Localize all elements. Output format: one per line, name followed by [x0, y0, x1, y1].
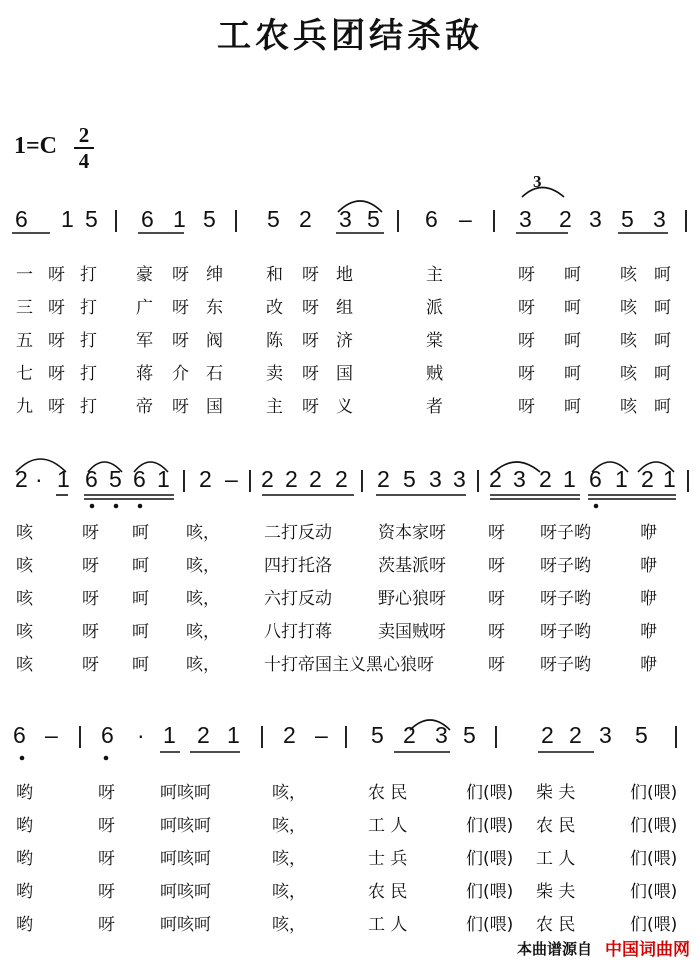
- note: 2: [539, 466, 552, 492]
- lyric-syllable: 呀: [518, 265, 535, 285]
- lyric-syllable: 咳: [620, 265, 637, 285]
- note: 2: [641, 466, 654, 492]
- lyric-syllable: 们(喂): [466, 882, 514, 902]
- lyric-syllable: 们(喂): [630, 882, 678, 902]
- tie-slur: [16, 459, 66, 472]
- lyric-syllable: 野心狼呀: [378, 589, 446, 609]
- tie-slur: [410, 720, 450, 730]
- barline: |: [113, 206, 119, 232]
- note: 3: [653, 206, 666, 232]
- lyric-syllable: 柴 夫: [536, 882, 576, 902]
- tie-slur: [494, 462, 540, 472]
- lyric-syllable: 和: [266, 265, 283, 285]
- lyric-syllable: 呵: [132, 622, 149, 642]
- lyric-syllable: 呀: [488, 655, 505, 675]
- octave-dot: [138, 504, 143, 509]
- lyric-syllable: 咿: [640, 655, 657, 675]
- lyric-syllable: 呀: [48, 331, 65, 351]
- lyric-syllable: 呀: [82, 523, 99, 543]
- note: 6: [425, 206, 438, 232]
- note: 1: [61, 206, 74, 232]
- barline: |: [683, 206, 689, 232]
- lyric-syllable: 呀子哟: [540, 589, 591, 609]
- note: 1: [663, 466, 676, 492]
- lyric-syllable: 石: [206, 364, 223, 384]
- lyric-syllable: 七: [16, 364, 33, 384]
- note: 2: [377, 466, 390, 492]
- lyric-syllable: 呵: [132, 589, 149, 609]
- note: 1: [615, 466, 628, 492]
- note: 5: [85, 206, 98, 232]
- lyric-syllable: 东: [206, 298, 223, 318]
- lyric-syllable: 呵: [132, 655, 149, 675]
- barline: |: [247, 466, 253, 492]
- lyric-syllable: 呀: [82, 622, 99, 642]
- lyric-syllable: 呵: [564, 265, 581, 285]
- lyric-syllable: 呀: [98, 783, 115, 803]
- lyric-syllable: 咳，: [186, 556, 220, 576]
- lyric-syllable: 帝: [136, 397, 153, 417]
- lyric-syllable: 蒋: [136, 364, 153, 384]
- lyric-syllable: 咳: [16, 589, 33, 609]
- lyric-syllable: 派: [426, 298, 443, 318]
- lyric-syllable: 呵咳呵: [160, 882, 211, 902]
- barline: |: [259, 722, 265, 748]
- triplet-mark: 3: [533, 172, 542, 191]
- note: 5: [463, 722, 476, 748]
- lyric-syllable: 呀: [518, 397, 535, 417]
- lyric-syllable: 呀: [172, 298, 189, 318]
- lyric-syllable: 咳: [16, 655, 33, 675]
- note: 2: [285, 466, 298, 492]
- lyric-syllable: 咳，: [272, 849, 306, 869]
- lyric-syllable: 豪: [136, 265, 153, 285]
- note: 5: [203, 206, 216, 232]
- lyric-syllable: 呀子哟: [540, 556, 591, 576]
- lyric-syllable: 阀: [206, 331, 223, 351]
- note: 2: [335, 466, 348, 492]
- lyric-syllable: 卖国贼呀: [378, 622, 446, 642]
- note: –: [45, 722, 58, 748]
- lyric-syllable: 介: [172, 364, 189, 384]
- barline: |: [491, 206, 497, 232]
- lyric-syllable: 工 人: [536, 849, 576, 869]
- lyric-syllable: 九: [16, 397, 33, 417]
- lyric-syllable: 义: [336, 397, 353, 417]
- lyric-syllable: 呀: [302, 364, 319, 384]
- barline: |: [77, 722, 83, 748]
- lyric-syllable: 呀: [98, 849, 115, 869]
- lyric-syllable: 呀子哟: [540, 655, 591, 675]
- lyric-syllable: 呵: [564, 298, 581, 318]
- note: 2: [403, 722, 416, 748]
- lyric-syllable: 呀: [82, 556, 99, 576]
- note: 2: [199, 466, 212, 492]
- note: 3: [513, 466, 526, 492]
- lyric-syllable: 十打帝国主义黑心狼呀: [264, 655, 434, 675]
- lyric-syllable: 打: [80, 397, 97, 417]
- lyric-syllable: 们(喂): [466, 783, 514, 803]
- lyric-syllable: 呀: [48, 298, 65, 318]
- lyric-syllable: 咳，: [186, 589, 220, 609]
- lyric-syllable: 资本家呀: [378, 523, 446, 543]
- lyric-syllable: 军: [136, 331, 153, 351]
- lyric-syllable: 呀: [488, 589, 505, 609]
- octave-dot: [594, 504, 599, 509]
- lyric-syllable: 咳，: [272, 783, 306, 803]
- note: 6: [15, 206, 28, 232]
- lyric-syllable: 呵咳呵: [160, 783, 211, 803]
- note: ·: [137, 722, 145, 748]
- lyric-syllable: 哟: [16, 915, 33, 935]
- octave-dot: [104, 756, 109, 761]
- lyric-syllable: 呀: [518, 331, 535, 351]
- note: 2: [299, 206, 312, 232]
- lyric-syllable: 八打打蒋: [264, 622, 332, 642]
- note: 3: [429, 466, 442, 492]
- lyric-syllable: 呵: [654, 364, 671, 384]
- lyric-syllable: 咳，: [186, 523, 220, 543]
- lyric-syllable: 呵: [654, 397, 671, 417]
- lyric-syllable: 呀子哟: [540, 523, 591, 543]
- lyric-syllable: 咿: [640, 622, 657, 642]
- lyric-syllable: 士 兵: [368, 849, 408, 869]
- barline: |: [359, 466, 365, 492]
- note: 3: [519, 206, 532, 232]
- lyric-syllable: 济: [336, 331, 353, 351]
- lyric-syllable: 咳: [16, 556, 33, 576]
- tie-slur: [338, 201, 382, 212]
- lyric-syllable: 三: [16, 298, 33, 318]
- tie-slur: [592, 462, 628, 472]
- lyric-syllable: 呀: [302, 298, 319, 318]
- barline: |: [181, 466, 187, 492]
- lyric-syllable: 呵咳呵: [160, 849, 211, 869]
- song-title: 工农兵团结杀敌: [217, 16, 483, 56]
- octave-dot: [114, 504, 119, 509]
- note: 6: [85, 466, 98, 492]
- triplet-slur: [522, 188, 564, 198]
- lyric-syllable: 呀: [302, 397, 319, 417]
- lyric-syllable: 一: [16, 265, 33, 285]
- lyric-syllable: 陈: [266, 331, 283, 351]
- lyric-syllable: 卖: [266, 364, 283, 384]
- note: 1: [227, 722, 240, 748]
- lyric-syllable: 组: [336, 298, 353, 318]
- lyric-syllable: 咳: [620, 331, 637, 351]
- note: 6: [133, 466, 146, 492]
- lyric-syllable: 呵咳呵: [160, 816, 211, 836]
- lyric-syllable: 咳，: [272, 915, 306, 935]
- lyric-syllable: 呵: [564, 397, 581, 417]
- barline: |: [343, 722, 349, 748]
- lyric-syllable: 咳: [16, 523, 33, 543]
- lyric-syllable: 主: [266, 397, 283, 417]
- lyric-syllable: 咳，: [186, 655, 220, 675]
- note: –: [459, 206, 472, 232]
- lyric-syllable: 哟: [16, 816, 33, 836]
- lyric-syllable: 们(喂): [466, 915, 514, 935]
- octave-dot: [90, 504, 95, 509]
- lyric-syllable: 咿: [640, 523, 657, 543]
- lyric-syllable: 打: [80, 265, 97, 285]
- lyric-syllable: 二打反动: [264, 523, 332, 543]
- lyric-syllable: 打: [80, 331, 97, 351]
- lyric-syllable: 农 民: [536, 915, 576, 935]
- lyric-syllable: 呀: [172, 397, 189, 417]
- note: 2: [261, 466, 274, 492]
- lyric-syllable: 呀: [518, 298, 535, 318]
- lyric-syllable: 咿: [640, 589, 657, 609]
- tie-slur: [134, 462, 168, 472]
- footer-source-label: 本曲谱源自: [516, 940, 592, 958]
- lyric-syllable: 呵咳呵: [160, 915, 211, 935]
- lyric-syllable: 呀: [302, 331, 319, 351]
- note: 2: [489, 466, 502, 492]
- note: 2: [15, 466, 28, 492]
- note: 1: [157, 466, 170, 492]
- note: 2: [197, 722, 210, 748]
- lyric-syllable: 工 人: [368, 816, 408, 836]
- octave-dot: [20, 756, 25, 761]
- lyric-syllable: 们(喂): [630, 816, 678, 836]
- lyric-syllable: 农 民: [536, 816, 576, 836]
- lyric-syllable: 咳: [16, 622, 33, 642]
- lyric-syllable: 咳: [620, 397, 637, 417]
- note: 5: [403, 466, 416, 492]
- lyric-syllable: 农 民: [368, 882, 408, 902]
- lyric-syllable: 咳，: [272, 816, 306, 836]
- lyric-syllable: 们(喂): [630, 783, 678, 803]
- lyric-syllable: 贼: [426, 364, 443, 384]
- lyric-syllable: 棠: [426, 331, 443, 351]
- lyric-syllable: 柴 夫: [536, 783, 576, 803]
- note: 5: [267, 206, 280, 232]
- lyric-syllable: 打: [80, 364, 97, 384]
- lyric-syllable: 改: [266, 298, 283, 318]
- lyric-syllable: 呀: [48, 265, 65, 285]
- lyric-syllable: 咳，: [272, 882, 306, 902]
- barline: |: [493, 722, 499, 748]
- lyric-syllable: 哟: [16, 882, 33, 902]
- lyric-syllable: 咳: [620, 364, 637, 384]
- note: 3: [589, 206, 602, 232]
- lyric-syllable: 呀子哟: [540, 622, 591, 642]
- lyric-syllable: 呀: [488, 622, 505, 642]
- lyric-syllable: 打: [80, 298, 97, 318]
- note: 5: [367, 206, 380, 232]
- lyric-syllable: 呀: [98, 882, 115, 902]
- note: 3: [339, 206, 352, 232]
- key-signature: 1=C: [14, 133, 58, 159]
- barline: |: [685, 466, 691, 492]
- note: 1: [173, 206, 186, 232]
- note: 1: [563, 466, 576, 492]
- note: ·: [35, 466, 43, 492]
- lyric-syllable: 国: [206, 397, 223, 417]
- lyric-syllable: 绅: [206, 265, 223, 285]
- note: –: [315, 722, 328, 748]
- lyric-syllable: 咳，: [186, 622, 220, 642]
- note: 6: [589, 466, 602, 492]
- note: 5: [109, 466, 122, 492]
- note: 1: [163, 722, 176, 748]
- lyric-syllable: 呵: [564, 331, 581, 351]
- note: –: [225, 466, 238, 492]
- lyric-syllable: 呀: [82, 589, 99, 609]
- note: 5: [621, 206, 634, 232]
- lyric-syllable: 五: [16, 331, 33, 351]
- lyric-syllable: 主: [426, 265, 443, 285]
- lyric-syllable: 者: [426, 397, 443, 417]
- lyric-syllable: 咿: [640, 556, 657, 576]
- lyric-syllable: 呀: [98, 816, 115, 836]
- barline: |: [233, 206, 239, 232]
- tie-slur: [638, 462, 674, 472]
- lyric-syllable: 广: [136, 298, 153, 318]
- lyric-syllable: 呀: [172, 331, 189, 351]
- lyric-syllable: 地: [336, 265, 353, 285]
- lyric-syllable: 呀: [302, 265, 319, 285]
- lyric-syllable: 六打反动: [264, 589, 332, 609]
- lyric-syllable: 农 民: [368, 783, 408, 803]
- lyric-syllable: 呀: [518, 364, 535, 384]
- lyric-syllable: 国: [336, 364, 353, 384]
- lyric-syllable: 茨基派呀: [378, 556, 446, 576]
- lyric-syllable: 四打托洛: [264, 556, 332, 576]
- note: 5: [635, 722, 648, 748]
- note: 2: [541, 722, 554, 748]
- lyric-syllable: 呵: [654, 298, 671, 318]
- lyric-syllable: 呀: [48, 364, 65, 384]
- lyric-syllable: 呀: [82, 655, 99, 675]
- note: 6: [13, 722, 26, 748]
- lyric-syllable: 呀: [48, 397, 65, 417]
- barline: |: [395, 206, 401, 232]
- note: 1: [57, 466, 70, 492]
- lyric-syllable: 呵: [654, 331, 671, 351]
- note: 6: [101, 722, 114, 748]
- note: 2: [283, 722, 296, 748]
- lyric-syllable: 哟: [16, 783, 33, 803]
- lyric-syllable: 呀: [488, 556, 505, 576]
- note: 3: [453, 466, 466, 492]
- lyric-syllable: 工 人: [368, 915, 408, 935]
- lyric-syllable: 呵: [654, 265, 671, 285]
- lyric-syllable: 们(喂): [466, 849, 514, 869]
- lyric-syllable: 们(喂): [466, 816, 514, 836]
- lyric-syllable: 呵: [132, 556, 149, 576]
- lyric-syllable: 呀: [172, 265, 189, 285]
- footer-site-name: 中国词曲网: [605, 940, 690, 960]
- lyric-syllable: 咳: [620, 298, 637, 318]
- barline: |: [673, 722, 679, 748]
- lyric-syllable: 呀: [98, 915, 115, 935]
- time-signature-top: 2: [78, 123, 90, 147]
- lyric-syllable: 们(喂): [630, 915, 678, 935]
- note: 2: [569, 722, 582, 748]
- note: 3: [435, 722, 448, 748]
- note: 2: [309, 466, 322, 492]
- lyric-syllable: 们(喂): [630, 849, 678, 869]
- lyric-syllable: 哟: [16, 849, 33, 869]
- lyric-syllable: 呀: [488, 523, 505, 543]
- note: 2: [559, 206, 572, 232]
- time-signature-bottom: 4: [78, 149, 90, 173]
- tie-slur: [88, 462, 122, 472]
- lyric-syllable: 呵: [132, 523, 149, 543]
- note: 5: [371, 722, 384, 748]
- lyric-syllable: 呵: [564, 364, 581, 384]
- note: 3: [599, 722, 612, 748]
- note: 6: [141, 206, 154, 232]
- barline: |: [475, 466, 481, 492]
